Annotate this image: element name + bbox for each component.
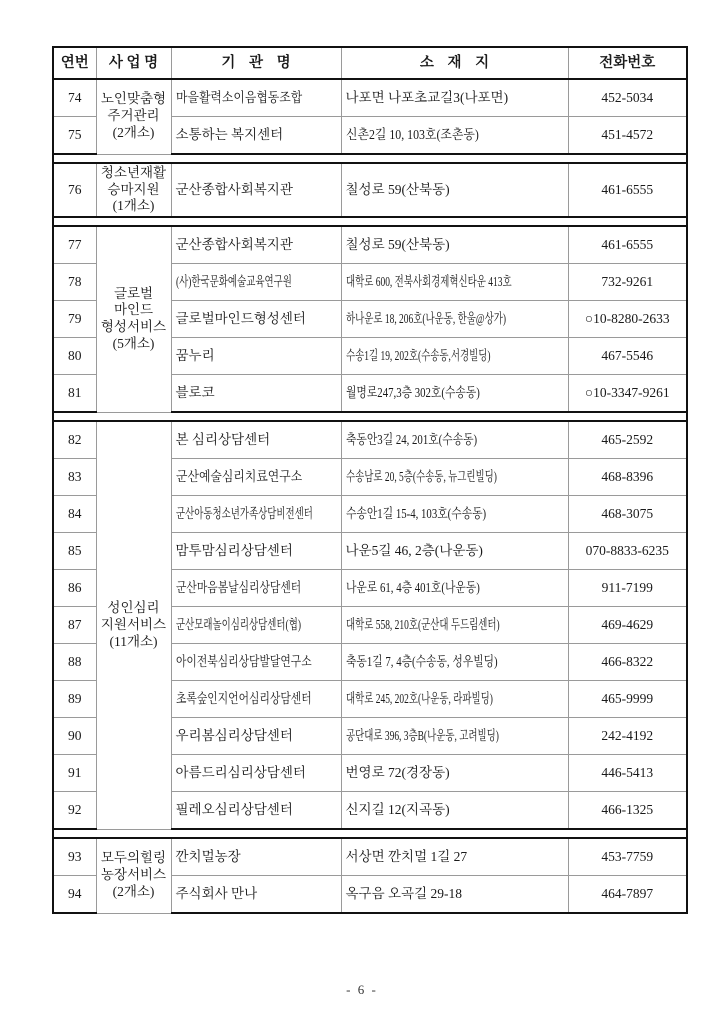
cell-phone-number: ○10-3347-9261 bbox=[568, 375, 687, 413]
cell-address bbox=[341, 496, 568, 533]
cell-no: 87 bbox=[53, 607, 96, 644]
program-name-line: 형성서비스 bbox=[100, 319, 167, 335]
column-header-organization: 기 관 명 bbox=[171, 47, 341, 79]
cell-address bbox=[341, 338, 568, 375]
cell-phone-number: 452-5034 bbox=[568, 79, 687, 117]
program-name-line: (2개소) bbox=[112, 125, 155, 141]
program-name-line: 주거관리 bbox=[107, 108, 160, 124]
cell-organization-name-text: 초록숲인지언어심리상담센터 bbox=[175, 690, 312, 706]
cell-organization-name-text: 군산아동청소년가족상담비전센터 bbox=[175, 505, 313, 521]
cell-organization-name: 맘투맘심리상담센터 bbox=[171, 533, 341, 570]
cell-address: 신지길 12(지곡동) bbox=[341, 792, 568, 830]
cell-organization-name bbox=[171, 607, 341, 644]
cell-no: 77 bbox=[53, 226, 96, 264]
cell-address-text: 나운로 61, 4층 401호(나운동) bbox=[345, 579, 480, 595]
cell-address bbox=[341, 644, 568, 681]
cell-address: 번영로 72(경장동) bbox=[341, 755, 568, 792]
cell-no: 82 bbox=[53, 421, 96, 459]
cell-organization-name: 아름드리심리상담센터 bbox=[171, 755, 341, 792]
table-row bbox=[53, 838, 687, 876]
cell-organization-name: 우리봄심리상담센터 bbox=[171, 718, 341, 755]
program-name-line: (11개소) bbox=[109, 633, 158, 649]
cell-address bbox=[341, 607, 568, 644]
program-name-line: 모두의힐링 bbox=[100, 850, 167, 866]
cell-organization-name bbox=[171, 496, 341, 533]
column-header-no: 연번 bbox=[53, 47, 96, 79]
cell-organization-name: 꿈누리 bbox=[171, 338, 341, 375]
cell-address-text: 수송1길 19, 202호(수송동,서경빌딩) bbox=[345, 347, 491, 363]
cell-address: 옥구음 오곡길 29-18 bbox=[341, 876, 568, 914]
cell-address-text: 대학로 558, 210호(군산대 두드림센터) bbox=[345, 616, 500, 632]
cell-address bbox=[341, 117, 568, 155]
cell-phone-number: 911-7199 bbox=[568, 570, 687, 607]
cell-no: 89 bbox=[53, 681, 96, 718]
cell-organization-name-text: 군산예술심리치료연구소 bbox=[175, 468, 302, 484]
cell-phone-number: 242-4192 bbox=[568, 718, 687, 755]
cell-phone-number: 461-6555 bbox=[568, 226, 687, 264]
cell-address: 칠성로 59(산북동) bbox=[341, 226, 568, 264]
column-header-phone: 전화번호 bbox=[568, 47, 687, 79]
cell-address: 서상면 깐치멀 1길 27 bbox=[341, 838, 568, 876]
service-provider-table bbox=[52, 46, 688, 914]
cell-no: 92 bbox=[53, 792, 96, 830]
cell-no: 75 bbox=[53, 117, 96, 155]
cell-phone-number: 468-3075 bbox=[568, 496, 687, 533]
cell-phone-number: 465-9999 bbox=[568, 681, 687, 718]
cell-address bbox=[341, 570, 568, 607]
cell-phone-number: 467-5546 bbox=[568, 338, 687, 375]
group-separator-cell bbox=[53, 412, 687, 421]
cell-organization-name-text: 아이전북심리상담발달연구소 bbox=[175, 653, 312, 669]
cell-phone-number: 461-6555 bbox=[568, 163, 687, 217]
program-name-line: 마인드 bbox=[113, 302, 154, 318]
cell-phone-number: 070-8833-6235 bbox=[568, 533, 687, 570]
program-name-line: 지원서비스 bbox=[100, 616, 167, 632]
cell-no: 91 bbox=[53, 755, 96, 792]
program-name-line: 성인심리 bbox=[107, 599, 160, 615]
cell-address-text: 하나운로 18, 206호(나운동, 한울@상가) bbox=[345, 310, 506, 326]
cell-organization-name: 깐치멀농장 bbox=[171, 838, 341, 876]
cell-organization-name bbox=[171, 644, 341, 681]
cell-program-name bbox=[96, 421, 171, 829]
cell-organization-name: 소통하는 복지센터 bbox=[171, 117, 341, 155]
cell-phone-number: 732-9261 bbox=[568, 264, 687, 301]
cell-organization-name: 군산종합사회복지관 bbox=[171, 226, 341, 264]
cell-no: 79 bbox=[53, 301, 96, 338]
program-name-line: 노인맞춤형 bbox=[100, 91, 167, 107]
cell-address bbox=[341, 264, 568, 301]
cell-no: 74 bbox=[53, 79, 96, 117]
cell-no: 85 bbox=[53, 533, 96, 570]
cell-address-text: 수송남로 20, 5층(수송동, 뉴그린빌딩) bbox=[345, 468, 497, 484]
cell-phone-number: 453-7759 bbox=[568, 838, 687, 876]
program-name-line: 농장서비스 bbox=[100, 867, 167, 883]
cell-organization-name: 본 심리상담센터 bbox=[171, 421, 341, 459]
cell-organization-name-text: (사)한국문화예술교육연구원 bbox=[175, 273, 292, 289]
cell-address: 나포면 나포초교길3(나포면) bbox=[341, 79, 568, 117]
cell-phone-number: 451-4572 bbox=[568, 117, 687, 155]
cell-address-text: 수송안1길 15-4, 103호(수송동) bbox=[345, 505, 486, 521]
program-name-line: 승마지원 bbox=[107, 181, 160, 197]
cell-no: 84 bbox=[53, 496, 96, 533]
cell-no: 78 bbox=[53, 264, 96, 301]
cell-address bbox=[341, 681, 568, 718]
cell-address-text: 대학로 245, 202호(나운동, 라파빌딩) bbox=[345, 690, 493, 706]
cell-no: 86 bbox=[53, 570, 96, 607]
group-separator-cell bbox=[53, 217, 687, 226]
cell-organization-name bbox=[171, 459, 341, 496]
program-name-line: (2개소) bbox=[112, 884, 155, 900]
cell-address-text: 월명로247,3층 302호(수송동) bbox=[345, 384, 480, 400]
cell-organization-name bbox=[171, 79, 341, 117]
group-separator-row bbox=[53, 154, 687, 163]
group-separator-row bbox=[53, 217, 687, 226]
program-name-line: 글로벌 bbox=[113, 285, 154, 301]
cell-program-name bbox=[96, 838, 171, 913]
group-separator-row bbox=[53, 412, 687, 421]
cell-address bbox=[341, 421, 568, 459]
group-separator-cell bbox=[53, 154, 687, 163]
cell-phone-number: 469-4629 bbox=[568, 607, 687, 644]
cell-address-text: 공단대로 396, 3층B(나운동, 고려빌딩) bbox=[345, 727, 499, 743]
cell-phone-number: 466-8322 bbox=[568, 644, 687, 681]
page-number-footer: - 6 - bbox=[346, 982, 378, 997]
cell-program-name bbox=[96, 79, 171, 154]
program-name-line: (5개소) bbox=[112, 336, 155, 352]
table-row bbox=[53, 226, 687, 264]
cell-program-name bbox=[96, 226, 171, 412]
table-row bbox=[53, 421, 687, 459]
cell-no: 81 bbox=[53, 375, 96, 413]
cell-phone-number: 466-1325 bbox=[568, 792, 687, 830]
cell-no: 76 bbox=[53, 163, 96, 217]
cell-organization-name bbox=[171, 570, 341, 607]
cell-organization-name-text: 군산마음봄날심리상담센터 bbox=[175, 579, 301, 595]
program-name-line: (1개소) bbox=[112, 198, 155, 214]
cell-address: 나운5길 46, 2층(나운동) bbox=[341, 533, 568, 570]
cell-address-text: 축동1길 7, 4층(수송동, 성우빌딩) bbox=[345, 653, 498, 669]
group-separator-cell bbox=[53, 829, 687, 838]
table-row bbox=[53, 163, 687, 217]
cell-no: 83 bbox=[53, 459, 96, 496]
cell-organization-name: 군산종합사회복지관 bbox=[171, 163, 341, 217]
service-provider-table-container bbox=[52, 46, 686, 914]
cell-address bbox=[341, 301, 568, 338]
cell-address-text: 신촌2길 10, 103호(조촌동) bbox=[345, 126, 479, 142]
cell-program-name bbox=[96, 163, 171, 217]
cell-phone-number: 468-8396 bbox=[568, 459, 687, 496]
cell-phone-number: 464-7897 bbox=[568, 876, 687, 914]
cell-address bbox=[341, 718, 568, 755]
cell-no: 88 bbox=[53, 644, 96, 681]
cell-phone-number: 446-5413 bbox=[568, 755, 687, 792]
cell-organization-name bbox=[171, 681, 341, 718]
cell-organization-name: 필레오심리상담센터 bbox=[171, 792, 341, 830]
cell-no: 93 bbox=[53, 838, 96, 876]
cell-no: 94 bbox=[53, 876, 96, 914]
cell-organization-name-text: 마을활력소이음협동조합 bbox=[175, 89, 302, 105]
cell-address bbox=[341, 459, 568, 496]
cell-address-text: 축동안3길 24, 201호(수송동) bbox=[345, 431, 477, 447]
cell-no: 90 bbox=[53, 718, 96, 755]
column-header-program: 사 업 명 bbox=[96, 47, 171, 79]
cell-organization-name: 블로코 bbox=[171, 375, 341, 413]
column-header-address: 소 재 지 bbox=[341, 47, 568, 79]
cell-organization-name bbox=[171, 264, 341, 301]
table-body bbox=[53, 79, 687, 913]
cell-phone-number: ○10-8280-2633 bbox=[568, 301, 687, 338]
group-separator-row bbox=[53, 829, 687, 838]
cell-organization-name-text: 군산모래놀이심리상담센터(협) bbox=[175, 616, 301, 632]
table-header-row bbox=[53, 47, 687, 79]
table-row bbox=[53, 79, 687, 117]
cell-phone-number: 465-2592 bbox=[568, 421, 687, 459]
cell-no: 80 bbox=[53, 338, 96, 375]
cell-address-text: 대학로 600, 전북사회경제혁신타운 413호 bbox=[345, 273, 512, 289]
cell-address bbox=[341, 375, 568, 413]
cell-address: 칠성로 59(산북동) bbox=[341, 163, 568, 217]
cell-organization-name: 주식회사 만나 bbox=[171, 876, 341, 914]
program-name-line: 청소년재활 bbox=[100, 164, 167, 180]
cell-organization-name: 글로벌마인드형성센터 bbox=[171, 301, 341, 338]
